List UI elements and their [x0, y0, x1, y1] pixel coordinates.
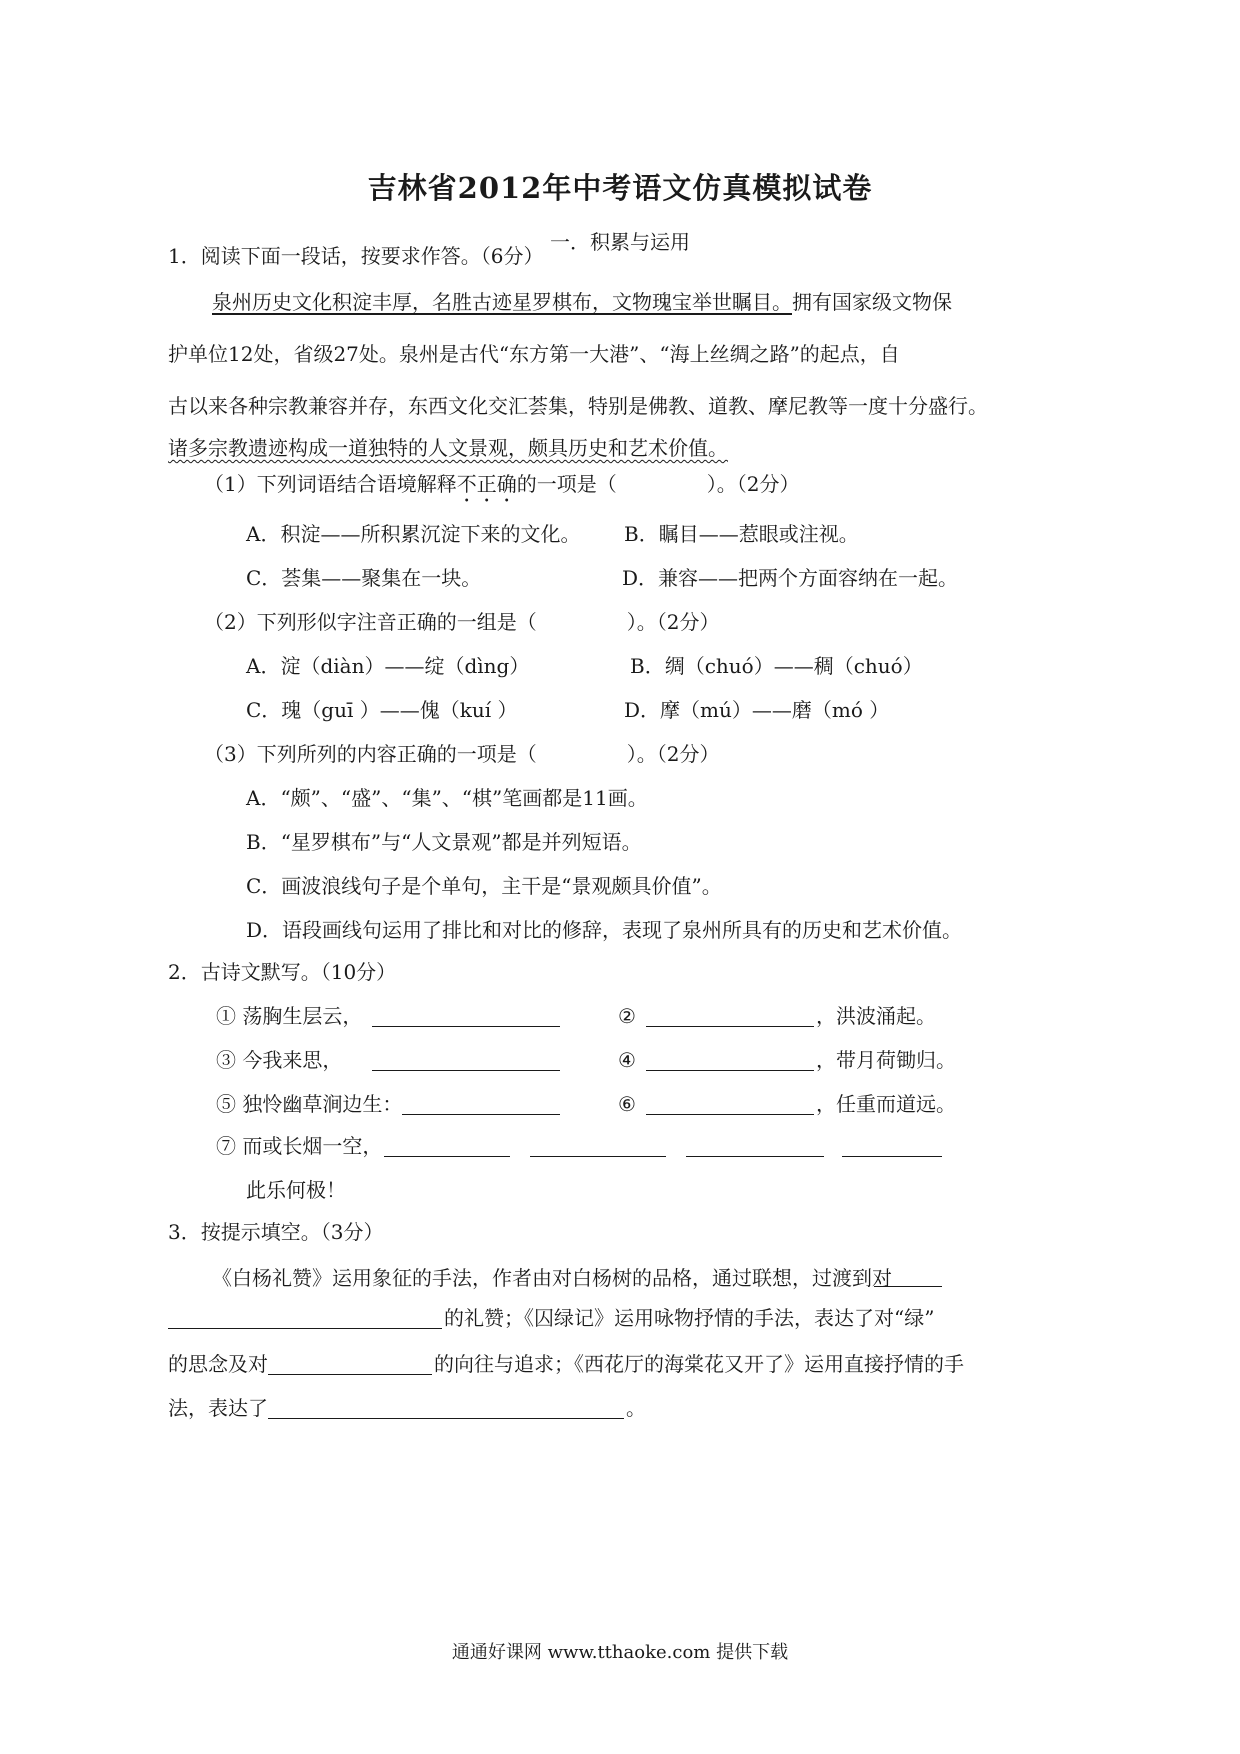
q1-sub2-stem	[204, 608, 719, 636]
q1-sub2-option-b: B．绸（chuó）——稠（chuó）	[630, 654, 923, 678]
blank-line[interactable]	[842, 1134, 942, 1157]
q2-item-1: ① 荡胸生层云，	[216, 1004, 363, 1028]
page-footer: 通通好课网 www.tthaoke.com 提供下载	[451, 1642, 789, 1663]
blank-line[interactable]	[168, 1306, 442, 1329]
blank-line[interactable]	[686, 1134, 824, 1157]
blank-line[interactable]	[646, 1092, 814, 1115]
q3-line4a: 法，表达了	[168, 1396, 268, 1420]
blank-line[interactable]	[384, 1134, 510, 1157]
q2-item-3: ③ 今我来思，	[216, 1048, 343, 1072]
wavy-underlined-sentence: 诸多宗教遗迹构成一道独特的人文景观，颇具历史和艺术价值。	[168, 436, 728, 460]
q1-sub2-option-a: A．淀（diàn）——绽（dìng）	[246, 654, 530, 678]
q3-line3b: 的向往与追求；《西花厅的海棠花又开了》运用直接抒情的手	[434, 1352, 964, 1376]
q2-stem: 2．古诗文默写。（10分）	[168, 960, 397, 984]
q1-para-line4	[168, 434, 728, 462]
q1-sub1-option-c: C．荟集——聚集在一块。	[246, 566, 482, 590]
blank-line[interactable]	[372, 1004, 560, 1027]
q1-sub1-option-b: B．瞩目——惹眼或注视。	[624, 522, 859, 546]
q2-item-6	[618, 1090, 636, 1118]
q3-stem: 3．按提示填空。（3分）	[168, 1220, 384, 1244]
q1-sub3-option-a: A．“颇”、“盛”、“集”、“棋”笔画都是11画。	[246, 786, 648, 810]
blank-line[interactable]	[268, 1396, 624, 1419]
q3-line1: 《白杨礼赞》运用象征的手法，作者由对白杨树的品格，通过联想，过渡到对	[212, 1266, 892, 1290]
q1-sub3-option-b: B．“星罗棋布”与“人文景观”都是并列短语。	[246, 830, 642, 854]
q1-sub1-option-a: A．积淀——所积累沉淀下来的文化。	[246, 522, 581, 546]
exam-title: 吉林省2012年中考语文仿真模拟试卷	[367, 171, 873, 205]
sub3-stem-a: （3）下列所列的内容正确的一项是（	[204, 742, 537, 766]
item-number: ④	[618, 1048, 636, 1072]
q1-para-line3: 古以来各种宗教兼容并存，东西文化交汇荟集，特别是佛教、道教、摩尼教等一度十分盛行。	[168, 394, 988, 418]
q3-line2: 的礼赞；《囚绿记》运用咏物抒情的手法，表达了对“绿”	[444, 1306, 935, 1330]
q2-item-4	[618, 1046, 636, 1074]
blank-line[interactable]	[372, 1048, 560, 1071]
item-number: ②	[618, 1004, 636, 1028]
q1-sub3-option-d: D．语段画线句运用了排比和对比的修辞，表现了泉州所具有的历史和艺术价值。	[246, 918, 963, 942]
q1-sub1-stem	[204, 470, 799, 507]
q2-item-7: ⑦ 而或长烟一空，	[216, 1134, 383, 1158]
underlined-sentence: 泉州历史文化积淀丰厚，名胜古迹星罗棋布，文物瑰宝举世瞩目。	[212, 290, 792, 314]
para-text: 拥有国家级文物保	[792, 290, 952, 314]
q1-sub2-option-d: D．摩（mú）——磨（mó ）	[624, 698, 890, 722]
q2-item-5: ⑤ 独怜幽草涧边生：	[216, 1092, 403, 1116]
sub2-stem-b: ）。（2分）	[626, 610, 720, 634]
q1-para-line1	[212, 288, 952, 316]
q2-item-7-end: 此乐何极！	[246, 1178, 346, 1202]
blank-line[interactable]	[646, 1004, 814, 1027]
section-heading: 一．积累与运用	[550, 230, 690, 254]
q2-item-4-tail: ，带月荷锄归。	[816, 1048, 956, 1072]
sub3-stem-b: ）。（2分）	[626, 742, 720, 766]
blank-line[interactable]	[874, 1264, 942, 1287]
blank-line[interactable]	[646, 1048, 814, 1071]
q1-sub1-option-d: D．兼容——把两个方面容纳在一起。	[622, 566, 959, 590]
q1-stem: 1．阅读下面一段话，按要求作答。（6分）	[168, 244, 544, 268]
sub1-stem-b: 的一项是（	[516, 472, 617, 496]
q1-sub2-option-c: C．瑰（guī ）——傀（kuí ）	[246, 698, 518, 722]
item-number: ⑥	[618, 1092, 636, 1116]
q3-line4b: 。	[626, 1396, 646, 1420]
sub2-stem-a: （2）下列形似字注音正确的一组是（	[204, 610, 537, 634]
q1-para-line2: 护单位12处，省级27处。泉州是古代“东方第一大港”、“海上丝绸之路”的起点，自	[168, 342, 900, 366]
q3-line3a: 的思念及对	[168, 1352, 268, 1376]
sub1-stem-a: （1）下列词语结合语境解释	[204, 472, 457, 496]
blank-line[interactable]	[530, 1134, 666, 1157]
q2-item-6-tail: ，任重而道远。	[816, 1092, 956, 1116]
q2-item-2	[618, 1002, 636, 1030]
sub1-emphasis: 不正确	[456, 472, 517, 496]
blank-line[interactable]	[268, 1352, 432, 1375]
q2-item-2-tail: ，洪波涌起。	[816, 1004, 936, 1028]
blank-line[interactable]	[402, 1092, 560, 1115]
sub1-stem-c: ）。（2分）	[706, 472, 800, 496]
q1-sub3-stem	[204, 740, 719, 768]
q1-sub3-option-c: C．画波浪线句子是个单句，主干是“景观颇具价值”。	[246, 874, 722, 898]
